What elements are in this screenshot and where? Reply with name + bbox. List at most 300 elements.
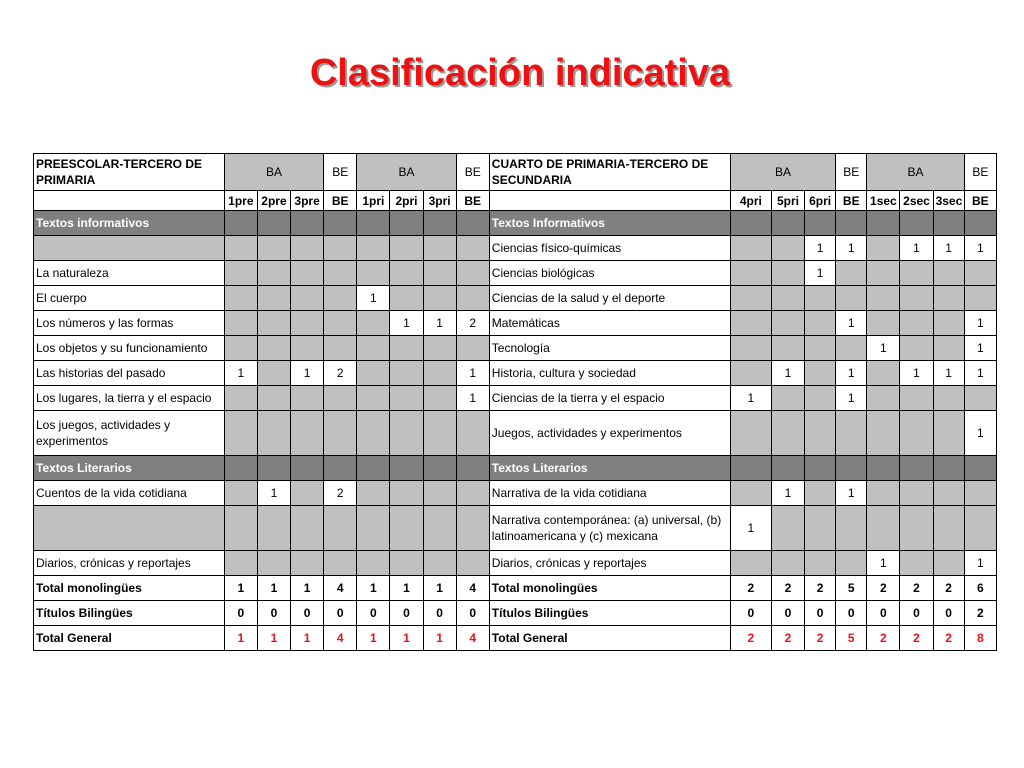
value-cell: [867, 481, 900, 506]
value-cell: [291, 261, 324, 286]
total-value: 0: [390, 601, 423, 626]
value-cell: [805, 361, 836, 386]
row-label: [34, 236, 225, 261]
value-cell: [900, 311, 933, 336]
value-cell: [805, 411, 836, 456]
total-value: 0: [224, 601, 257, 626]
value-cell: [964, 386, 996, 411]
value-cell: [257, 261, 290, 286]
value-cell: [805, 481, 836, 506]
value-cell: 1: [730, 506, 771, 551]
value-cell: 1: [805, 236, 836, 261]
value-cell: [867, 211, 900, 236]
total-row: [34, 601, 997, 626]
value-cell: [805, 211, 836, 236]
table-row: [34, 506, 997, 551]
row-label: Los juegos, actividades y experimentos: [34, 411, 225, 456]
value-cell: [771, 506, 804, 551]
value-cell: [324, 551, 357, 576]
value-cell: 1: [224, 361, 257, 386]
total-value: 5: [836, 626, 867, 651]
row-label: Ciencias de la tierra y el espacio: [489, 386, 730, 411]
value-cell: [900, 551, 933, 576]
value-cell: [423, 456, 456, 481]
total-value: 1: [291, 576, 324, 601]
table-row: [34, 551, 997, 576]
value-cell: [836, 456, 867, 481]
value-cell: [291, 211, 324, 236]
value-cell: [357, 261, 390, 286]
value-cell: [390, 411, 423, 456]
value-cell: [423, 551, 456, 576]
value-cell: 1: [771, 481, 804, 506]
total-value: 0: [933, 601, 964, 626]
row-label: Historia, cultura y sociedad: [489, 361, 730, 386]
value-cell: [933, 261, 964, 286]
value-cell: [224, 411, 257, 456]
value-cell: [357, 211, 390, 236]
value-cell: [933, 336, 964, 361]
value-cell: [224, 386, 257, 411]
total-value: 2: [730, 576, 771, 601]
slide-title: Clasificación indicativa: [309, 52, 731, 94]
value-cell: [456, 481, 489, 506]
value-cell: [357, 236, 390, 261]
group-header: BE: [836, 154, 867, 191]
value-cell: 1: [456, 361, 489, 386]
value-cell: [291, 551, 324, 576]
section-label: Textos informativos: [34, 211, 225, 236]
value-cell: [456, 211, 489, 236]
value-cell: 1: [933, 361, 964, 386]
value-cell: 1: [836, 236, 867, 261]
value-cell: 1: [900, 361, 933, 386]
value-cell: 1: [730, 386, 771, 411]
value-cell: [456, 411, 489, 456]
value-cell: [933, 411, 964, 456]
value-cell: [423, 261, 456, 286]
total-value: 0: [900, 601, 933, 626]
group-header: BE: [964, 154, 996, 191]
value-cell: [964, 211, 996, 236]
total-value: 0: [805, 601, 836, 626]
value-cell: [933, 481, 964, 506]
column-header: 3sec: [933, 191, 964, 211]
total-value: 0: [257, 601, 290, 626]
value-cell: [324, 456, 357, 481]
total-value: 1: [423, 576, 456, 601]
value-cell: 1: [836, 361, 867, 386]
value-cell: 1: [836, 481, 867, 506]
value-cell: [291, 286, 324, 311]
row-label: La naturaleza: [34, 261, 225, 286]
value-cell: [257, 551, 290, 576]
value-cell: 1: [836, 311, 867, 336]
classification-table: [33, 153, 997, 651]
value-cell: [324, 211, 357, 236]
value-cell: [257, 236, 290, 261]
total-value: 4: [324, 626, 357, 651]
table-row: [34, 236, 997, 261]
value-cell: [836, 261, 867, 286]
row-label: Ciencias físico-químicas: [489, 236, 730, 261]
value-cell: [456, 506, 489, 551]
total-row: [34, 576, 997, 601]
column-header: 2pri: [390, 191, 423, 211]
value-cell: 1: [964, 311, 996, 336]
value-cell: [423, 236, 456, 261]
total-value: 0: [324, 601, 357, 626]
value-cell: [933, 286, 964, 311]
value-cell: [867, 456, 900, 481]
value-cell: [771, 551, 804, 576]
value-cell: 1: [771, 361, 804, 386]
column-header: BE: [836, 191, 867, 211]
value-cell: 1: [964, 236, 996, 261]
value-cell: [730, 551, 771, 576]
group-header: BA: [224, 154, 323, 191]
column-header: 3pri: [423, 191, 456, 211]
value-cell: [836, 336, 867, 361]
value-cell: [933, 311, 964, 336]
value-cell: [933, 456, 964, 481]
value-cell: [805, 506, 836, 551]
group-header: BA: [730, 154, 835, 191]
value-cell: [224, 211, 257, 236]
value-cell: [257, 311, 290, 336]
value-cell: [390, 481, 423, 506]
group-header: BA: [357, 154, 456, 191]
value-cell: [456, 551, 489, 576]
value-cell: [730, 236, 771, 261]
value-cell: [423, 336, 456, 361]
value-cell: [357, 506, 390, 551]
section-label: Textos Informativos: [489, 211, 730, 236]
value-cell: 2: [324, 361, 357, 386]
total-value: 1: [257, 626, 290, 651]
value-cell: [257, 386, 290, 411]
section-label: Textos Literarios: [489, 456, 730, 481]
total-value: 2: [771, 626, 804, 651]
empty-cell: [34, 191, 225, 211]
value-cell: [257, 506, 290, 551]
value-cell: [805, 311, 836, 336]
row-label: Diarios, crónicas y reportajes: [489, 551, 730, 576]
value-cell: [964, 286, 996, 311]
total-value: 0: [836, 601, 867, 626]
total-value: 4: [324, 576, 357, 601]
column-header: 2sec: [900, 191, 933, 211]
value-cell: [423, 386, 456, 411]
total-label: Total monolingües: [489, 576, 730, 601]
total-value: 0: [771, 601, 804, 626]
value-cell: [324, 386, 357, 411]
value-cell: [964, 261, 996, 286]
value-cell: [730, 311, 771, 336]
group-header: BA: [867, 154, 964, 191]
value-cell: [730, 261, 771, 286]
total-value: 1: [423, 626, 456, 651]
row-label: Los objetos y su funcionamiento: [34, 336, 225, 361]
row-label: Ciencias biológicas: [489, 261, 730, 286]
table-row: [34, 411, 997, 456]
value-cell: [291, 386, 324, 411]
value-cell: 1: [964, 411, 996, 456]
value-cell: 1: [456, 386, 489, 411]
value-cell: [836, 506, 867, 551]
group-header: BE: [324, 154, 357, 191]
value-cell: [390, 456, 423, 481]
value-cell: [900, 286, 933, 311]
value-cell: [357, 361, 390, 386]
value-cell: [291, 411, 324, 456]
value-cell: [456, 236, 489, 261]
total-row: [34, 626, 997, 651]
value-cell: [357, 311, 390, 336]
value-cell: [390, 361, 423, 386]
value-cell: [423, 211, 456, 236]
total-value: 2: [933, 576, 964, 601]
total-value: 1: [390, 576, 423, 601]
value-cell: [257, 336, 290, 361]
value-cell: [390, 261, 423, 286]
value-cell: [291, 336, 324, 361]
value-cell: [357, 456, 390, 481]
value-cell: [771, 411, 804, 456]
row-label: Tecnología: [489, 336, 730, 361]
total-value: 0: [867, 601, 900, 626]
value-cell: [805, 386, 836, 411]
value-cell: [357, 481, 390, 506]
total-value: 0: [291, 601, 324, 626]
total-value: 6: [964, 576, 996, 601]
value-cell: [456, 336, 489, 361]
total-value: 0: [730, 601, 771, 626]
row-label: Las historias del pasado: [34, 361, 225, 386]
value-cell: [867, 506, 900, 551]
value-cell: [867, 311, 900, 336]
value-cell: 1: [964, 551, 996, 576]
value-cell: [224, 286, 257, 311]
row-label: Narrativa contemporánea: (a) universal, (b) latinoamericana y (c) mexicana: [489, 506, 730, 551]
value-cell: 1: [964, 336, 996, 361]
row-label: Ciencias de la salud y el deporte: [489, 286, 730, 311]
row-label: Narrativa de la vida cotidiana: [489, 481, 730, 506]
value-cell: [900, 411, 933, 456]
total-value: 4: [456, 576, 489, 601]
value-cell: [224, 481, 257, 506]
value-cell: 1: [964, 361, 996, 386]
value-cell: [324, 411, 357, 456]
value-cell: [805, 336, 836, 361]
value-cell: [390, 211, 423, 236]
value-cell: [771, 336, 804, 361]
total-value: 1: [291, 626, 324, 651]
value-cell: [423, 286, 456, 311]
column-header: 1pre: [224, 191, 257, 211]
value-cell: [867, 361, 900, 386]
table-row: [34, 361, 997, 386]
value-cell: [730, 361, 771, 386]
section-row: [34, 211, 997, 236]
value-cell: [730, 411, 771, 456]
value-cell: [224, 551, 257, 576]
value-cell: [224, 506, 257, 551]
table-row: [34, 261, 997, 286]
total-value: 2: [867, 576, 900, 601]
subheader-row: [34, 191, 997, 211]
row-label: Los números y las formas: [34, 311, 225, 336]
total-label: Total General: [489, 626, 730, 651]
value-cell: [390, 336, 423, 361]
total-value: 2: [771, 576, 804, 601]
value-cell: [964, 456, 996, 481]
column-header: 4pri: [730, 191, 771, 211]
row-label: [34, 506, 225, 551]
value-cell: [390, 286, 423, 311]
value-cell: [324, 336, 357, 361]
value-cell: [836, 551, 867, 576]
value-cell: [257, 411, 290, 456]
value-cell: [771, 236, 804, 261]
value-cell: [805, 551, 836, 576]
value-cell: [291, 506, 324, 551]
value-cell: [423, 361, 456, 386]
value-cell: 1: [390, 311, 423, 336]
value-cell: [390, 386, 423, 411]
value-cell: [257, 456, 290, 481]
value-cell: [224, 311, 257, 336]
value-cell: [730, 481, 771, 506]
total-value: 5: [836, 576, 867, 601]
value-cell: [456, 261, 489, 286]
value-cell: [730, 456, 771, 481]
value-cell: [423, 481, 456, 506]
value-cell: 2: [456, 311, 489, 336]
value-cell: [867, 261, 900, 286]
value-cell: [357, 551, 390, 576]
value-cell: [933, 386, 964, 411]
value-cell: [900, 386, 933, 411]
value-cell: [805, 286, 836, 311]
value-cell: [730, 286, 771, 311]
value-cell: [456, 456, 489, 481]
total-value: 1: [224, 626, 257, 651]
value-cell: [257, 361, 290, 386]
section-row: [34, 456, 997, 481]
value-cell: [900, 336, 933, 361]
value-cell: [933, 211, 964, 236]
total-value: 2: [900, 626, 933, 651]
total-value: 1: [390, 626, 423, 651]
table-row: [34, 386, 997, 411]
value-cell: [805, 456, 836, 481]
table-row: [34, 311, 997, 336]
value-cell: [357, 411, 390, 456]
column-header: 3pre: [291, 191, 324, 211]
value-cell: [867, 386, 900, 411]
column-header: 2pre: [257, 191, 290, 211]
value-cell: 2: [324, 481, 357, 506]
value-cell: [390, 551, 423, 576]
column-header: BE: [964, 191, 996, 211]
total-label: Total General: [34, 626, 225, 651]
total-value: 2: [900, 576, 933, 601]
value-cell: [771, 261, 804, 286]
value-cell: 1: [933, 236, 964, 261]
value-cell: [324, 261, 357, 286]
total-value: 1: [357, 626, 390, 651]
value-cell: [390, 506, 423, 551]
value-cell: 1: [867, 336, 900, 361]
value-cell: [324, 311, 357, 336]
value-cell: [324, 506, 357, 551]
left-section-header: PREESCOLAR-TERCERO DE PRIMARIA: [34, 154, 225, 191]
section-label: Textos Literarios: [34, 456, 225, 481]
total-label: Títulos Bilingües: [34, 601, 225, 626]
total-value: 1: [224, 576, 257, 601]
total-value: 2: [730, 626, 771, 651]
column-header: 1pri: [357, 191, 390, 211]
total-value: 8: [964, 626, 996, 651]
total-value: 2: [805, 576, 836, 601]
value-cell: [900, 211, 933, 236]
value-cell: [933, 551, 964, 576]
value-cell: [771, 311, 804, 336]
value-cell: 1: [291, 361, 324, 386]
value-cell: [964, 506, 996, 551]
value-cell: 1: [423, 311, 456, 336]
value-cell: [423, 506, 456, 551]
row-label: Matemáticas: [489, 311, 730, 336]
value-cell: [357, 336, 390, 361]
value-cell: [357, 386, 390, 411]
total-value: 1: [357, 576, 390, 601]
row-label: El cuerpo: [34, 286, 225, 311]
total-value: 0: [423, 601, 456, 626]
value-cell: [900, 481, 933, 506]
value-cell: [900, 506, 933, 551]
value-cell: 1: [900, 236, 933, 261]
value-cell: [456, 286, 489, 311]
value-cell: [730, 211, 771, 236]
value-cell: [291, 456, 324, 481]
total-value: 0: [456, 601, 489, 626]
row-label: Juegos, actividades y experimentos: [489, 411, 730, 456]
value-cell: [867, 236, 900, 261]
value-cell: [964, 481, 996, 506]
value-cell: [730, 336, 771, 361]
value-cell: 1: [357, 286, 390, 311]
value-cell: [900, 261, 933, 286]
column-header: 1sec: [867, 191, 900, 211]
value-cell: [867, 286, 900, 311]
total-value: 2: [867, 626, 900, 651]
value-cell: [224, 456, 257, 481]
total-value: 0: [357, 601, 390, 626]
value-cell: [291, 311, 324, 336]
total-value: 2: [933, 626, 964, 651]
table-row: [34, 481, 997, 506]
value-cell: [900, 456, 933, 481]
empty-cell: [489, 191, 730, 211]
total-value: 1: [257, 576, 290, 601]
value-cell: [257, 286, 290, 311]
value-cell: [324, 236, 357, 261]
row-label: Diarios, crónicas y reportajes: [34, 551, 225, 576]
value-cell: [224, 336, 257, 361]
value-cell: [291, 481, 324, 506]
